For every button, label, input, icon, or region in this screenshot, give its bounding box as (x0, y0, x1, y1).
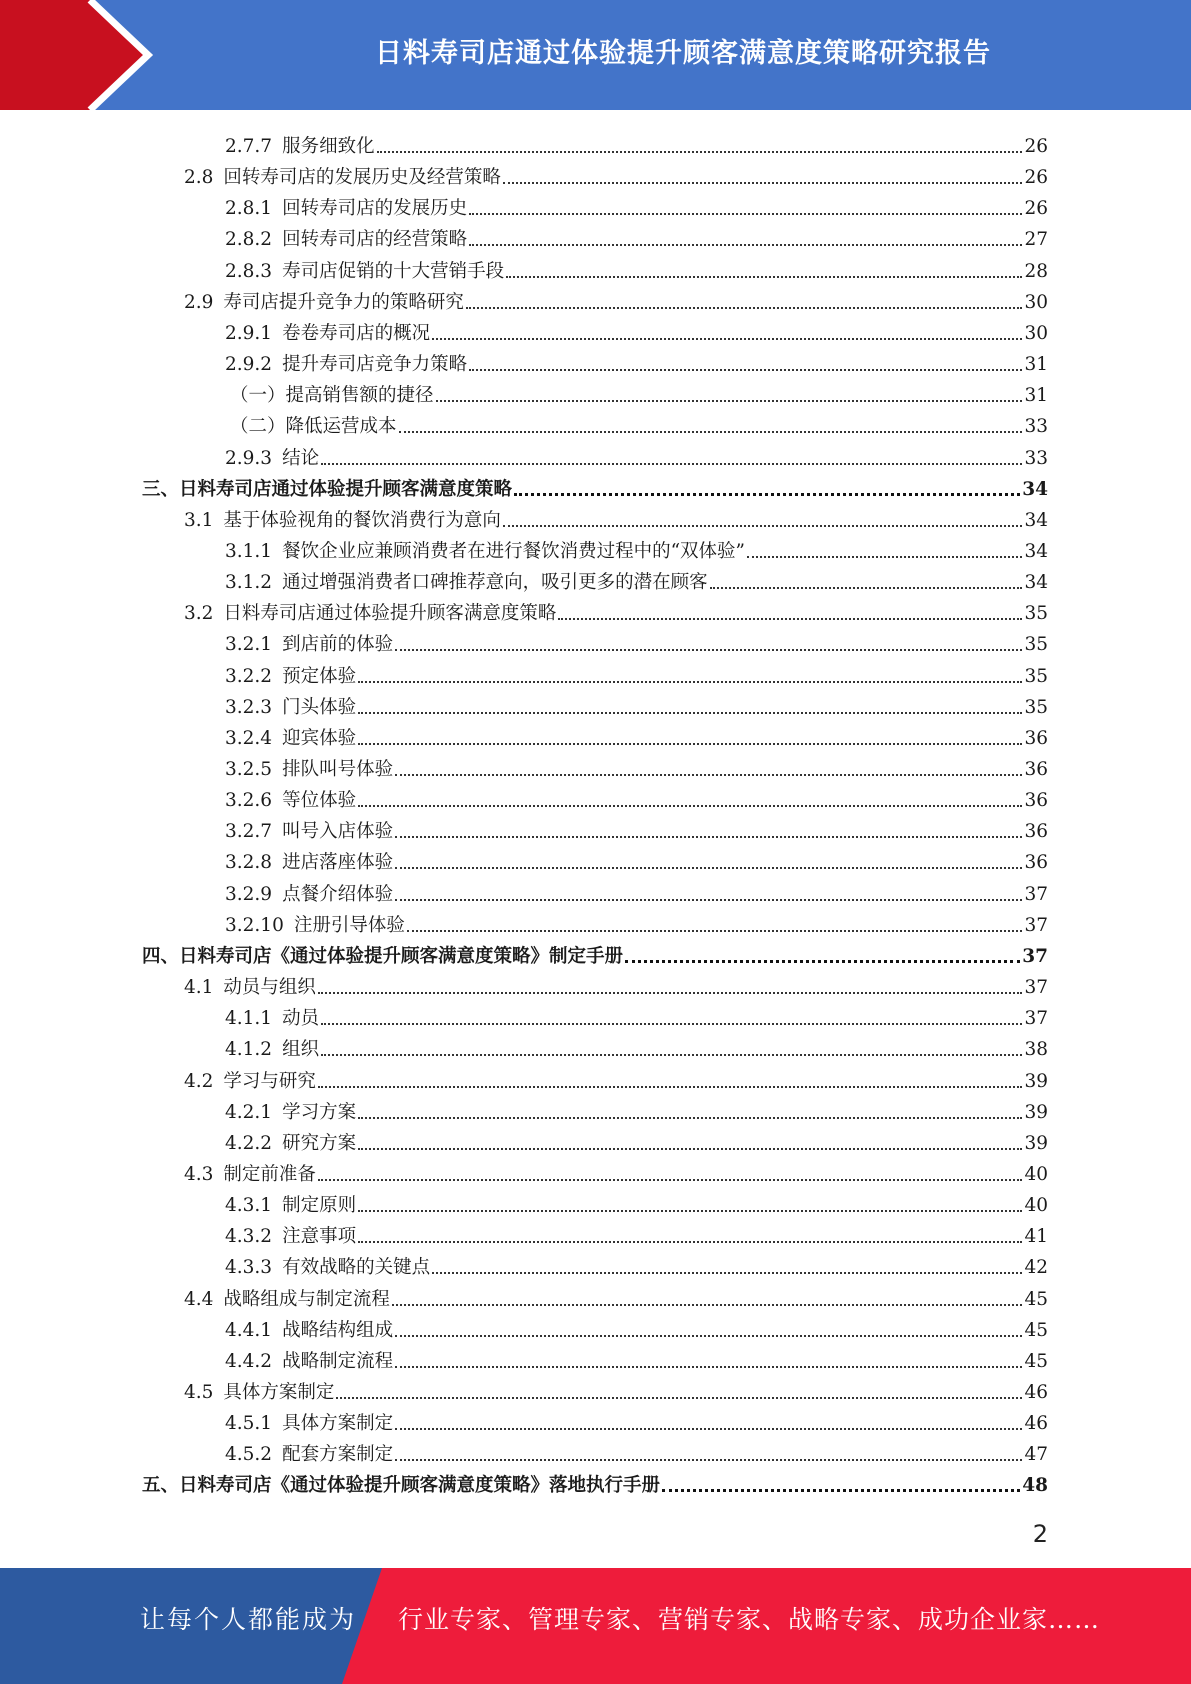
toc-entry-title: 基于体验视角的餐饮消费行为意向 (223, 509, 501, 531)
toc-entry-page: 33 (1024, 447, 1048, 469)
toc-entry-number: 4.4.2 (225, 1350, 273, 1372)
toc-entry-page: 41 (1024, 1226, 1048, 1248)
toc-entry-title: 服务细致化 (282, 136, 375, 157)
toc-leader-dots (503, 525, 1023, 527)
toc-leader-dots (318, 1086, 1023, 1088)
toc-entry-title: 战略结构组成 (282, 1319, 394, 1341)
toc-entry-page: 42 (1024, 1257, 1048, 1279)
toc-entry-page: 31 (1024, 354, 1048, 376)
toc-entry-page: 48 (1022, 1475, 1048, 1497)
toc-entry-page: 37 (1024, 1008, 1048, 1030)
toc-entry-title: 叫号入店体验 (282, 821, 394, 843)
toc-entry[interactable] (225, 688, 1048, 719)
toc-entry-title: 日料寿司店通过体验提升顾客满意度策略 (223, 603, 557, 625)
toc-leader-dots (358, 1117, 1022, 1119)
header-arrow-icon (0, 0, 175, 110)
toc-entry-title: （一）提高销售额的捷径 (230, 385, 434, 407)
toc-entry-number: 3.2.2 (225, 665, 273, 687)
toc-entry-title: 等位体验 (282, 790, 357, 812)
toc-entry-page: 34 (1022, 478, 1048, 500)
toc-leader-dots (358, 1241, 1022, 1243)
toc-entry-page: 30 (1024, 322, 1048, 344)
toc-entry-number: 2.8.3 (225, 260, 273, 282)
toc-leader-dots (503, 182, 1023, 184)
toc-entry-title: 学习与研究 (223, 1070, 316, 1092)
toc-entry-page: 39 (1024, 1101, 1048, 1123)
toc-entry-title: 配套方案制定 (282, 1444, 394, 1466)
toc-entry-page: 36 (1024, 852, 1048, 874)
toc-entry-page: 40 (1024, 1195, 1048, 1217)
toc-entry-title: 制定原则 (282, 1195, 357, 1217)
toc-entry-page: 45 (1024, 1288, 1048, 1310)
toc-entry[interactable] (184, 594, 1048, 625)
toc-leader-dots (395, 899, 1022, 901)
toc-entry-title: 门头体验 (282, 696, 357, 718)
toc-entry[interactable] (225, 875, 1048, 906)
document-title: 日料寿司店通过体验提升顾客满意度策略研究报告 (375, 37, 991, 69)
toc-entry-title: 学习方案 (282, 1101, 357, 1123)
toc-entry-number: 3.2.9 (225, 883, 273, 905)
toc-entry[interactable] (225, 1186, 1048, 1217)
toc-entry-title: 三、日料寿司店通过体验提升顾客满意度策略 (142, 478, 513, 500)
toc-entry[interactable] (225, 812, 1048, 843)
toc-entry-number: 2.8 (184, 167, 214, 189)
toc-entry-number: 4.1.1 (225, 1008, 273, 1030)
toc-entry-page: 39 (1024, 1132, 1048, 1154)
toc-entry[interactable] (225, 906, 1048, 937)
toc-entry-page: 36 (1024, 759, 1048, 780)
toc-entry[interactable] (184, 158, 1048, 189)
toc-entry-page: 31 (1024, 385, 1048, 407)
toc-leader-dots (358, 805, 1022, 807)
toc-entry-page: 36 (1024, 821, 1048, 843)
page-number: 2 (1032, 1520, 1048, 1548)
toc-entry-title: 到店前的体验 (282, 634, 394, 656)
toc-entry-number: 4.3 (184, 1163, 214, 1185)
toc-leader-dots (407, 930, 1023, 932)
toc-leader-dots (514, 493, 1020, 496)
toc-entry-number: 3.1.1 (225, 540, 273, 562)
toc-entry-number: 4.2.2 (225, 1132, 273, 1154)
toc-entry-page: 26 (1024, 136, 1048, 157)
toc-entry[interactable] (225, 1342, 1048, 1373)
toc-entry-title: 五、日料寿司店《通过体验提升顾客满意度策略》落地执行手册 (142, 1475, 661, 1497)
toc-entry-title: 战略组成与制定流程 (223, 1288, 390, 1310)
toc-entry-number: 2.7.7 (225, 136, 273, 157)
toc-entry-title: 回转寿司店的发展历史 (282, 198, 468, 220)
toc-entry-title: 寿司店促销的十大营销手段 (282, 260, 505, 282)
toc-entry-title: 组织 (282, 1039, 320, 1061)
toc-entry[interactable] (225, 1124, 1048, 1155)
toc-entry-page: 33 (1024, 416, 1048, 438)
toc-leader-dots (662, 1489, 1020, 1492)
toc-entry[interactable] (225, 1030, 1048, 1061)
toc-entry-number: 4.2 (184, 1070, 214, 1092)
toc-entry-number: 3.2.4 (225, 727, 273, 749)
toc-entry-title: 通过增强消费者口碑推荐意向，吸引更多的潜在顾客 (282, 572, 708, 594)
toc-entry[interactable] (142, 1466, 1048, 1497)
toc-entry[interactable] (225, 189, 1048, 220)
toc-entry-title: 预定体验 (282, 665, 357, 687)
toc-entry-page: 46 (1024, 1382, 1048, 1403)
toc-entry-number: 4.4 (184, 1288, 214, 1310)
toc-entry-number: 3.2.6 (225, 790, 273, 812)
toc-entry[interactable] (225, 563, 1048, 594)
toc-entry[interactable] (225, 625, 1048, 656)
toc-entry-number: 2.8.1 (225, 198, 273, 220)
toc-leader-dots (625, 960, 1020, 963)
toc-entry-page: 34 (1024, 509, 1048, 531)
toc-entry-page: 37 (1024, 977, 1048, 999)
toc-entry-number: 4.1.2 (225, 1039, 273, 1061)
toc-entry-title: 结论 (282, 447, 320, 469)
toc-leader-dots (395, 1335, 1022, 1337)
toc-entry-number: 3.2.3 (225, 696, 273, 718)
toc-leader-dots (395, 836, 1022, 838)
toc-entry[interactable] (225, 657, 1048, 688)
toc-entry[interactable] (225, 719, 1048, 750)
toc-entry[interactable] (225, 220, 1048, 251)
toc-entry[interactable] (184, 968, 1048, 999)
toc-entry-number: 3.2.1 (225, 634, 273, 656)
toc-leader-dots (358, 712, 1022, 714)
toc-entry-title: 迎宾体验 (282, 727, 357, 749)
toc-leader-dots (710, 587, 1023, 589)
toc-entry-page: 37 (1022, 945, 1048, 967)
toc-entry[interactable] (184, 1062, 1048, 1093)
toc-entry-number: 3.2.8 (225, 852, 273, 874)
toc-entry-page: 28 (1024, 260, 1048, 282)
toc-entry-page: 34 (1024, 572, 1048, 594)
toc-leader-dots (321, 1054, 1022, 1056)
toc-entry-title: 动员 (282, 1008, 320, 1030)
toc-entry-number: 2.9.1 (225, 322, 273, 344)
toc-entry[interactable] (184, 1280, 1048, 1311)
toc-entry-title: 制定前准备 (223, 1163, 316, 1185)
toc-entry-page: 35 (1024, 634, 1048, 656)
toc-leader-dots (395, 649, 1022, 651)
toc-entry[interactable] (225, 1093, 1048, 1124)
toc-entry-title: 具体方案制定 (282, 1413, 394, 1435)
toc-entry[interactable] (225, 314, 1048, 345)
toc-entry-page: 36 (1024, 790, 1048, 812)
toc-entry-number: 3.2 (184, 603, 214, 625)
toc-entry-number: 3.1.2 (225, 572, 273, 594)
toc-leader-dots (318, 1179, 1023, 1181)
toc-entry[interactable] (225, 127, 1048, 158)
toc-entry-title: 回转寿司店的发展历史及经营策略 (223, 167, 501, 189)
toc-entry[interactable] (225, 1248, 1048, 1279)
toc-leader-dots (336, 1397, 1022, 1399)
toc-leader-dots (358, 1210, 1022, 1212)
toc-leader-dots (469, 213, 1022, 215)
toc-entry-title: 四、日料寿司店《通过体验提升顾客满意度策略》制定手册 (142, 945, 624, 967)
toc-entry[interactable] (225, 781, 1048, 812)
toc-entry-number: 4.3.1 (225, 1195, 273, 1217)
toc-entry-page: 27 (1024, 229, 1048, 251)
toc-leader-dots (469, 244, 1022, 246)
toc-leader-dots (395, 867, 1022, 869)
toc-entry[interactable] (184, 1155, 1048, 1186)
toc-entry[interactable] (225, 1435, 1048, 1466)
toc-leader-dots (399, 431, 1023, 433)
toc-entry-title: （二）降低运营成本 (230, 416, 397, 438)
footer-slogan-right: 行业专家、管理专家、营销专家、战略专家、成功企业家…… (398, 1605, 1101, 1634)
toc-entry-page: 38 (1024, 1039, 1048, 1061)
toc-entry[interactable] (225, 532, 1048, 563)
footer-slogan-left: 让每个人都能成为 (140, 1605, 357, 1634)
toc-entry-page: 45 (1024, 1350, 1048, 1372)
toc-entry-page: 40 (1024, 1163, 1048, 1185)
toc-entry-title: 战略制定流程 (282, 1350, 394, 1372)
toc-entry-number: 4.1 (184, 977, 214, 999)
toc-entry[interactable] (225, 1404, 1048, 1435)
toc-leader-dots (469, 369, 1022, 371)
toc-entry-page: 47 (1024, 1444, 1048, 1466)
toc-entry[interactable] (225, 999, 1048, 1030)
toc-leader-dots (506, 276, 1022, 278)
toc-entry-title: 餐饮企业应兼顾消费者在进行餐饮消费过程中的“双体验” (282, 540, 745, 562)
toc-entry-title: 有效战略的关键点 (282, 1257, 431, 1279)
toc-entry-page: 46 (1024, 1413, 1048, 1435)
toc-entry[interactable] (184, 1373, 1048, 1404)
toc-entry-page: 35 (1024, 696, 1048, 718)
toc-entry-page: 30 (1024, 291, 1048, 313)
toc-entry-number: 3.2.10 (225, 914, 284, 936)
toc-entry[interactable] (225, 439, 1048, 470)
toc-entry-number: 2.9.2 (225, 354, 273, 376)
toc-leader-dots (318, 992, 1023, 994)
toc-entry-number: 3.1 (184, 509, 214, 531)
toc-leader-dots (436, 400, 1023, 402)
page-header (0, 0, 1191, 110)
toc-leader-dots (432, 1272, 1022, 1274)
toc-entry-number: 4.3.2 (225, 1226, 273, 1248)
toc-entry-number: 4.5.2 (225, 1444, 273, 1466)
toc-entry-number: 4.4.1 (225, 1319, 273, 1341)
toc-entry[interactable] (225, 750, 1048, 781)
toc-leader-dots (395, 1366, 1022, 1368)
toc-entry[interactable] (225, 843, 1048, 874)
toc-leader-dots (466, 307, 1023, 309)
toc-entry-number: 2.9 (184, 291, 214, 313)
toc-entry-number: 2.8.2 (225, 229, 273, 251)
toc-entry-page: 35 (1024, 603, 1048, 625)
toc-entry-page: 35 (1024, 665, 1048, 687)
toc-entry-page: 39 (1024, 1070, 1048, 1092)
toc-entry[interactable] (225, 1217, 1048, 1248)
toc-leader-dots (395, 1459, 1022, 1461)
toc-entry-title: 排队叫号体验 (282, 759, 394, 780)
toc-entry-title: 点餐介绍体验 (282, 883, 394, 905)
toc-leader-dots (321, 463, 1022, 465)
toc-entry[interactable] (225, 252, 1048, 283)
toc-entry-title: 研究方案 (282, 1132, 357, 1154)
toc-entry[interactable] (184, 283, 1048, 314)
toc-leader-dots (321, 1023, 1022, 1025)
toc-entry-title: 具体方案制定 (223, 1382, 335, 1403)
toc-leader-dots (558, 618, 1022, 620)
toc-leader-dots (377, 151, 1023, 153)
toc-leader-dots (747, 556, 1022, 558)
toc-leader-dots (395, 774, 1022, 776)
toc-leader-dots (358, 1148, 1022, 1150)
toc-entry[interactable] (230, 407, 1048, 438)
toc-entry-number: 4.5 (184, 1382, 214, 1403)
toc-entry[interactable] (142, 470, 1048, 501)
toc-leader-dots (392, 1304, 1023, 1306)
toc-entry-title: 寿司店提升竞争力的策略研究 (223, 291, 464, 313)
toc-entry-title: 提升寿司店竞争力策略 (282, 354, 468, 376)
toc-entry-title: 动员与组织 (223, 977, 316, 999)
toc-entry-number: 4.5.1 (225, 1413, 273, 1435)
toc-entry-title: 注意事项 (282, 1226, 357, 1248)
toc-entry-number: 2.9.3 (225, 447, 273, 469)
toc-leader-dots (358, 743, 1022, 745)
toc-entry-page: 37 (1024, 883, 1048, 905)
toc-entry-page: 34 (1024, 540, 1048, 562)
toc-entry-title: 进店落座体验 (282, 852, 394, 874)
toc-leader-dots (432, 338, 1022, 340)
toc-entry-page: 26 (1024, 198, 1048, 220)
toc-entry[interactable] (225, 345, 1048, 376)
toc-entry[interactable] (225, 1311, 1048, 1342)
toc-entry[interactable] (184, 501, 1048, 532)
toc-entry-number: 3.2.5 (225, 759, 273, 780)
toc-leader-dots (395, 1428, 1022, 1430)
toc-entry-page: 36 (1024, 727, 1048, 749)
toc-entry-title: 卷卷寿司店的概况 (282, 322, 431, 344)
toc-entry-number: 4.3.3 (225, 1257, 273, 1279)
toc-entry[interactable] (142, 937, 1048, 968)
toc-entry-title: 注册引导体验 (293, 914, 405, 936)
toc-entry-page: 26 (1024, 167, 1048, 189)
toc-entry-page: 37 (1024, 914, 1048, 936)
toc-entry-number: 4.2.1 (225, 1101, 273, 1123)
toc-entry[interactable] (230, 376, 1048, 407)
toc-leader-dots (358, 681, 1022, 683)
toc-entry-page: 45 (1024, 1319, 1048, 1341)
toc-entry-number: 3.2.7 (225, 821, 273, 843)
toc-entry-title: 回转寿司店的经营策略 (282, 229, 468, 251)
